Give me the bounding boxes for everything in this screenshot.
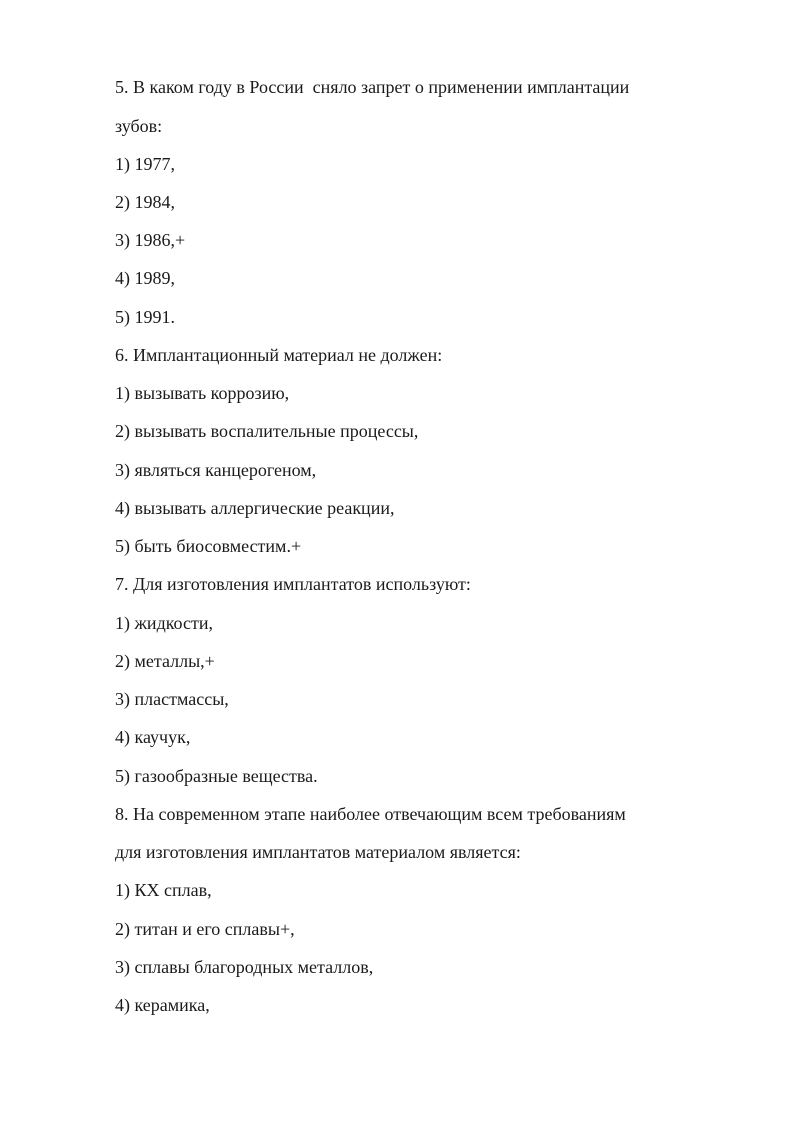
- question-8-option-4: 4) керамика,: [115, 995, 210, 1015]
- question-5-option-1: 1) 1977,: [115, 154, 175, 174]
- question-6-text: 6. Имплантационный материал не должен:: [115, 345, 443, 365]
- question-6-option-1: 1) вызывать коррозию,: [115, 383, 290, 403]
- question-8-text: 8. На современном этапе наиболее отвечающим всем требованиям: [115, 804, 626, 824]
- question-5-option-3: 3) 1986,+: [115, 230, 186, 250]
- question-6-option-3: 3) являться канцерогеном,: [115, 460, 317, 480]
- question-8-option-1: 1) КХ сплав,: [115, 880, 212, 900]
- question-6-option-5: 5) быть биосовместим.+: [115, 536, 302, 556]
- question-7-option-2: 2) металлы,+: [115, 651, 215, 671]
- question-5-option-4: 4) 1989,: [115, 268, 175, 288]
- question-6-option-2: 2) вызывать воспалительные процессы,: [115, 421, 419, 441]
- question-5-option-2: 2) 1984,: [115, 192, 175, 212]
- question-8-option-2: 2) титан и его сплавы+,: [115, 919, 295, 939]
- question-7-option-3: 3) пластмассы,: [115, 689, 229, 709]
- question-5-option-5: 5) 1991.: [115, 307, 175, 327]
- question-7-text: 7. Для изготовления имплантатов используют:: [115, 574, 471, 594]
- question-5-text: 5. В каком году в России сняло запрет о применении имплантации: [115, 77, 630, 97]
- question-5-text-cont: зубов:: [115, 116, 163, 136]
- question-8-option-3: 3) сплавы благородных металлов,: [115, 957, 374, 977]
- question-6-option-4: 4) вызывать аллергические реакции,: [115, 498, 395, 518]
- question-7-option-4: 4) каучук,: [115, 727, 191, 747]
- question-7-option-5: 5) газообразные вещества.: [115, 766, 318, 786]
- question-8-text-cont: для изготовления имплантатов материалом является:: [115, 842, 521, 862]
- question-7-option-1: 1) жидкости,: [115, 613, 213, 633]
